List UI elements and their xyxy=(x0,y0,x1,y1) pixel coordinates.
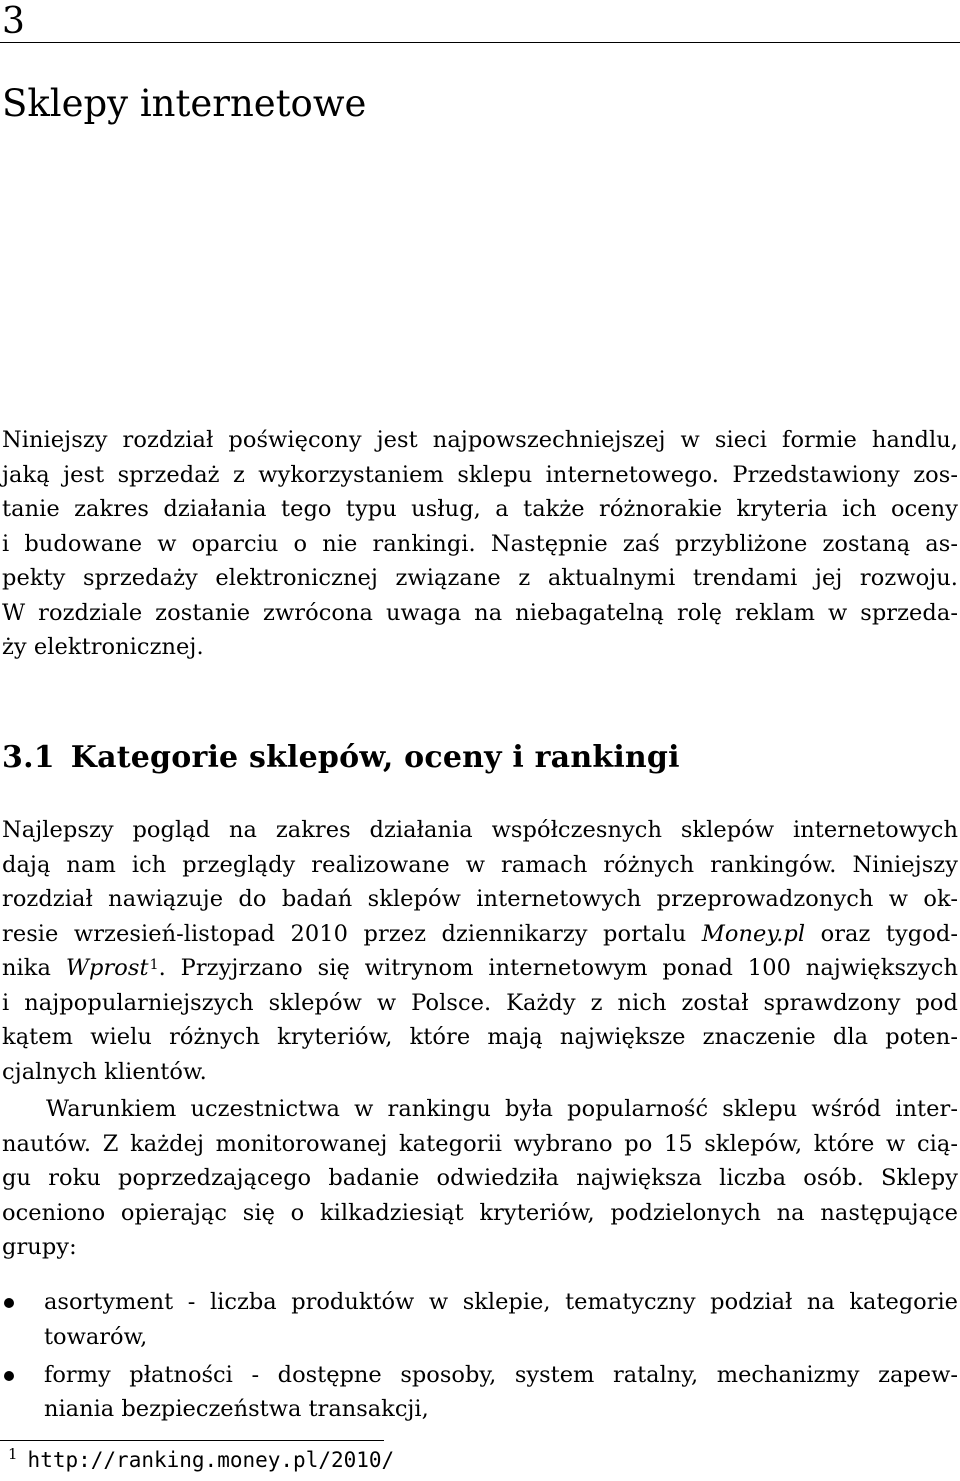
text-line: asortyment - liczba produktów w sklepie, tematyczny podział na kategorie xyxy=(44,1289,958,1315)
text-segment: resie wrzesień-listopad 2010 przez dziennikarzy portalu xyxy=(2,920,702,947)
intro-paragraph xyxy=(2,423,958,665)
bullet-icon xyxy=(4,1298,14,1308)
text-line: i najpopularniejszych sklepów w Polsce. Każdy z nich został sprawdzony pod xyxy=(2,989,958,1016)
section-title: Kategorie sklepów, oceny i rankingi xyxy=(70,740,680,775)
footnote-reference[interactable]: 1 xyxy=(149,957,159,973)
text-line: dają nam ich przeglądy realizowane w ramach różnych rankingów. Niniejszy xyxy=(2,851,958,878)
list-item xyxy=(0,1358,958,1427)
text-line: nautów. Z każdej monitorowanej kategorii wybrano po 15 sklepów, które w cią- xyxy=(2,1130,958,1157)
text-line: grupy: xyxy=(2,1234,77,1260)
section-number: 3.1 xyxy=(2,740,55,775)
chapter-number: 3 xyxy=(2,1,25,42)
text-line: jaką jest sprzedaż z wykorzystaniem sklepu internetowego. Przedstawiony zos- xyxy=(2,461,958,488)
text-line: ży elektronicznej. xyxy=(2,634,204,660)
footnote xyxy=(2,1443,394,1478)
text-segment: . Przyjrzano się witrynom internetowym ponad 100 największych xyxy=(158,955,958,981)
text-line: i budowane w oparciu o nie rankingi. Następnie zaś przybliżone zostaną as- xyxy=(2,530,958,557)
bullet-icon xyxy=(4,1371,14,1381)
footnote-rule xyxy=(0,1440,384,1441)
section-paragraph-2 xyxy=(2,1092,958,1265)
list-item xyxy=(0,1285,958,1354)
text-line: W rozdziale zostanie zwrócona uwaga na niebagatelną rolę reklam w sprzeda- xyxy=(2,599,958,626)
text-line: cjalnych klientów. xyxy=(2,1058,207,1085)
text-line: rozdział nawiązuje do badań sklepów internetowych przeprowadzonych w ok- xyxy=(2,886,958,912)
criteria-list xyxy=(0,1285,960,1430)
footnote-mark: 1 xyxy=(8,1445,18,1463)
magazine-name: Wprost xyxy=(65,955,149,981)
text-line: Niniejszy rozdział poświęcony jest najpowszechniejszej w sieci formie handlu, xyxy=(2,427,958,453)
footnote-link[interactable]: http://ranking.money.pl/2010/ xyxy=(27,1448,395,1472)
text-segment: nika xyxy=(2,955,66,981)
portal-name: Money.pl xyxy=(701,920,806,947)
text-line: Najlepszy pogląd na zakres działania współczesnych sklepów internetowych xyxy=(2,817,958,843)
section-paragraph-1 xyxy=(2,813,958,1089)
text-line xyxy=(2,917,958,952)
section-heading xyxy=(2,738,680,778)
text-line: tanie zakres działania tego typu usług, a także różnorakie kryteria ich oceny xyxy=(2,496,958,522)
text-line xyxy=(2,951,958,986)
text-segment: oraz tygod- xyxy=(805,920,959,947)
text-line: towarów, xyxy=(44,1323,148,1350)
text-line: niania bezpieczeństwa transakcji, xyxy=(44,1396,429,1422)
chapter-title: Sklepy internetowe xyxy=(2,82,367,125)
text-line: gu roku poprzedzającego badanie odwiedziła największa liczba osób. Sklepy xyxy=(2,1165,958,1191)
text-line: oceniono opierając się o kilkadziesiąt kryteriów, podzielonych na następujące xyxy=(2,1199,958,1226)
text-line: formy płatności - dostępne sposoby, system ratalny, mechanizmy zapew- xyxy=(44,1361,958,1388)
text-line: kątem wielu różnych kryteriów, które mają największe znaczenie dla poten- xyxy=(2,1024,958,1050)
chapter-rule xyxy=(0,42,960,43)
text-line: Warunkiem uczestnictwa w rankingu była popularność sklepu wśród inter- xyxy=(46,1096,958,1122)
text-line: pekty sprzedaży elektronicznej związane z aktualnymi trendami jej rozwoju. xyxy=(2,565,958,591)
